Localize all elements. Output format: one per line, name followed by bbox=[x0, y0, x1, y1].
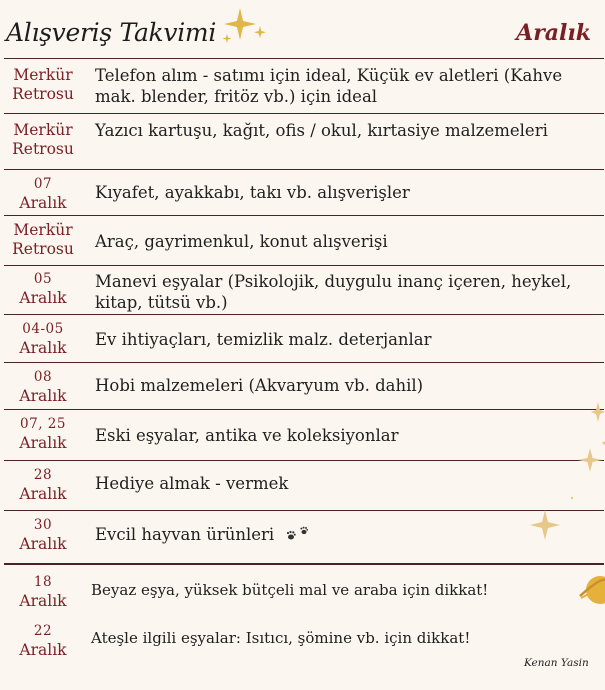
row-label-top: 28 bbox=[33, 467, 53, 483]
row-label-bottom: Aralık bbox=[19, 339, 67, 357]
row-label-bottom: Aralık bbox=[19, 387, 67, 405]
list-item bbox=[0, 171, 605, 215]
signature: Kenan Yasin bbox=[524, 657, 589, 669]
row-description: Araç, gayrimenkul, konut alışverişi bbox=[95, 232, 388, 251]
row-label bbox=[0, 175, 86, 213]
warning-text: Beyaz eşya, yüksek bütçeli mal ve araba için dikkat! bbox=[91, 581, 489, 599]
row-label bbox=[0, 221, 86, 259]
row-label bbox=[0, 516, 86, 554]
row-description: Kıyafet, ayakkabı, takı vb. alışverişler bbox=[95, 183, 410, 202]
list-item bbox=[0, 115, 605, 168]
row-label-bottom: Retrosu bbox=[12, 85, 74, 103]
row-label-top: 07, 25 bbox=[20, 416, 66, 432]
warning-label bbox=[0, 622, 86, 660]
list-item bbox=[0, 316, 605, 361]
row-label-bottom: Retrosu bbox=[12, 240, 74, 258]
warning-label bbox=[0, 573, 86, 611]
row-description: Ev ihtiyaçları, temizlik malz. deterjanlar bbox=[95, 330, 432, 349]
row-label bbox=[0, 320, 86, 358]
row-description-text: Evcil hayvan ürünleri bbox=[95, 525, 275, 544]
paw-print-icon bbox=[285, 524, 311, 544]
row-label-top: 07 bbox=[33, 176, 53, 192]
list-item bbox=[0, 267, 605, 313]
row-label-bottom: Aralık bbox=[19, 535, 67, 553]
row-label bbox=[0, 270, 86, 308]
list-item bbox=[0, 217, 605, 265]
row-label-top: Merkür bbox=[13, 66, 73, 84]
row-description bbox=[95, 524, 575, 545]
row-label-bottom: Retrosu bbox=[12, 140, 74, 158]
row-label bbox=[0, 368, 86, 406]
row-label-top: Merkür bbox=[13, 121, 73, 139]
page-title: Alışveriş Takvimi bbox=[6, 18, 217, 47]
row-description: Eski eşyalar, antika ve koleksiyonlar bbox=[95, 426, 399, 445]
warning-label-bottom: Aralık bbox=[19, 592, 67, 610]
list-item bbox=[0, 512, 605, 560]
row-label-bottom: Aralık bbox=[19, 434, 67, 452]
list-item bbox=[0, 411, 605, 459]
list-item bbox=[0, 364, 605, 409]
row-description: Telefon alım - satımı için ideal, Küçük ev aletleri (Kahve mak. blender, fritöz vb.) için ideal bbox=[95, 66, 563, 106]
list-item bbox=[0, 462, 605, 508]
row-label-top: 05 bbox=[33, 271, 53, 287]
warning-item bbox=[0, 618, 605, 664]
row-description: Yazıcı kartuşu, kağıt, ofis / okul, kırtasiye malzemeleri bbox=[95, 121, 548, 140]
divider bbox=[4, 563, 604, 565]
row-label bbox=[0, 415, 86, 453]
row-label-top: Merkür bbox=[13, 221, 73, 239]
warning-label-top: 22 bbox=[33, 623, 53, 639]
warning-label-bottom: Aralık bbox=[19, 641, 67, 659]
row-label-top: 04-05 bbox=[22, 321, 64, 337]
list-item bbox=[0, 60, 605, 113]
warning-item bbox=[0, 569, 605, 615]
row-description: Manevi eşyalar (Psikolojik, duygulu inanç içeren, heykel, kitap, tütsü vb.) bbox=[95, 272, 572, 312]
header bbox=[0, 0, 605, 60]
star-cluster-icon bbox=[520, 398, 605, 558]
row-label bbox=[0, 121, 86, 159]
warning-text: Ateşle ilgili eşyalar: Isıtıcı, şömine vb. için dikkat! bbox=[91, 629, 471, 647]
row-label-bottom: Aralık bbox=[19, 289, 67, 307]
row-label bbox=[0, 66, 86, 104]
warning-label-top: 18 bbox=[33, 574, 53, 590]
month-label: Aralık bbox=[516, 20, 591, 46]
row-label-top: 30 bbox=[33, 517, 53, 533]
row-label bbox=[0, 466, 86, 504]
row-label-bottom: Aralık bbox=[19, 485, 67, 503]
row-label-top: 08 bbox=[33, 369, 53, 385]
row-description: Hobi malzemeleri (Akvaryum vb. dahil) bbox=[95, 376, 424, 395]
row-description: Hediye almak - vermek bbox=[95, 474, 289, 493]
row-label-bottom: Aralık bbox=[19, 194, 67, 212]
planet-icon bbox=[578, 560, 605, 615]
sparkle-icon bbox=[218, 4, 268, 46]
